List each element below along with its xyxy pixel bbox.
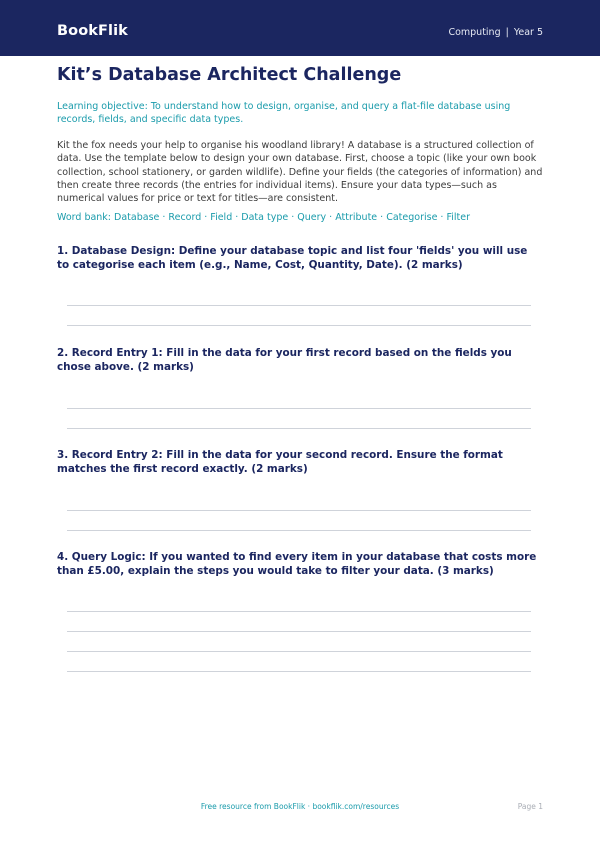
answer-line[interactable] (67, 651, 531, 652)
answer-line[interactable] (67, 305, 531, 306)
answer-line[interactable] (67, 530, 531, 531)
answer-line[interactable] (67, 611, 531, 612)
footer-credit[interactable]: Free resource from BookFlik · bookflik.com/resources (200, 802, 400, 811)
answer-line[interactable] (67, 408, 531, 409)
answer-line[interactable] (67, 671, 531, 672)
answer-line[interactable] (67, 428, 531, 429)
word-bank: Word bank: Database · Record · Field · Data type · Query · Attribute · Categorise · Filter (57, 212, 471, 223)
subject-year (448, 27, 543, 38)
learning-objective: Learning objective: To understand how to design, organise, and query a flat-file database using records, fields, and specific data types. (57, 101, 511, 125)
page-header (0, 0, 600, 56)
page-title: Kit’s Database Architect Challenge (57, 65, 402, 85)
answer-line[interactable] (67, 325, 531, 326)
year-label: Year 5 (513, 27, 543, 38)
answer-line[interactable] (67, 631, 531, 632)
question-3: 3. Record Entry 2: Fill in the data for your second record. Ensure the format matches the first record exactly. (2 marks) (57, 449, 503, 475)
brand-logo: BookFlik (57, 23, 128, 39)
subject-label: Computing (448, 27, 501, 38)
intro-paragraph: Kit the fox needs your help to organise his woodland library! A database is a structured collection of data. Use the template below to design your own database. First, choose a topic (like your own book collection, school stationery, or garden wildlife). Define your fields (the categories of information) and then create three records (the entries for individual items). Ensure your data types—such as numerical values for price or text for titles—are consistent. (57, 140, 543, 205)
meta-separator: | (505, 27, 509, 38)
question-2: 2. Record Entry 1: Fill in the data for your first record based on the fields you chose above. (2 marks) (57, 347, 512, 373)
question-1: 1. Database Design: Define your database topic and list four 'fields' you will use to categorise each item (e.g., Name, Cost, Quantity, Date). (2 marks) (57, 245, 528, 271)
page-number: Page 1 (517, 802, 543, 811)
question-4: 4. Query Logic: If you wanted to find every item in your database that costs more than £5.00, explain the steps you would take to filter your data. (3 marks) (57, 551, 537, 577)
answer-line[interactable] (67, 510, 531, 511)
